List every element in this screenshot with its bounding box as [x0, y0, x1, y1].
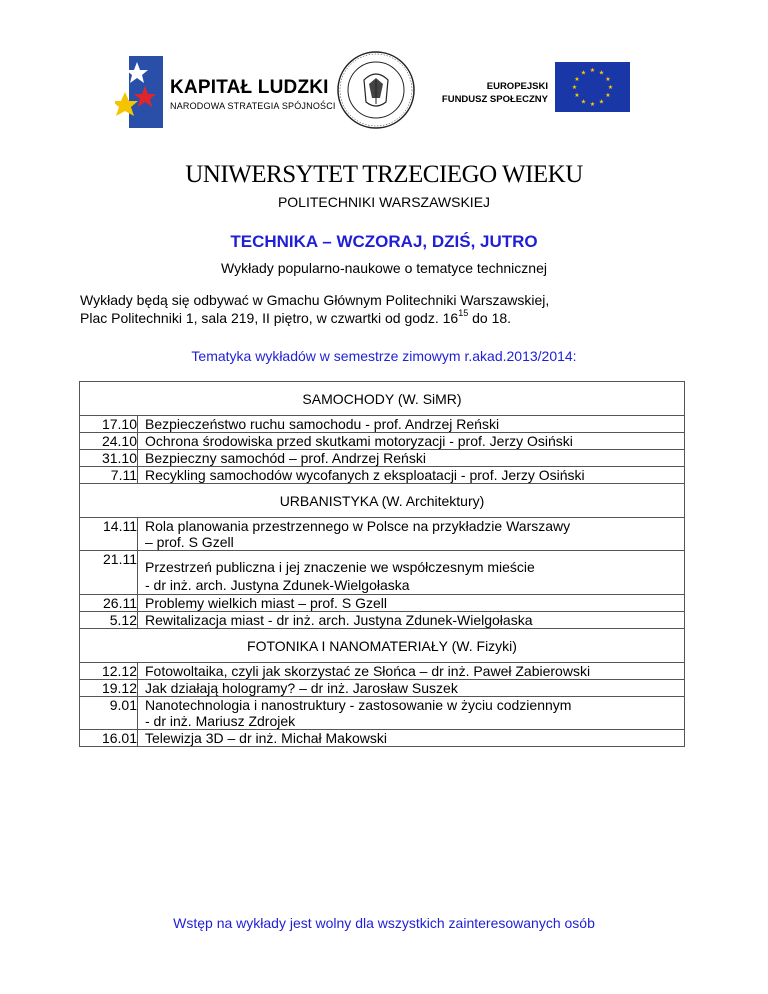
lecture-topic: Fotowoltaika, czyli jak skorzystać ze Słońca – dr inż. Paweł Zabierowski [138, 663, 685, 680]
logo-band [0, 56, 768, 136]
svg-text:★: ★ [574, 76, 580, 83]
lecture-topic: Bezpieczny samochód – prof. Andrzej Reński [138, 450, 685, 467]
svg-text:★: ★ [574, 92, 580, 99]
politechnika-name: POLITECHNIKI WARSZAWSKIEJ [277, 194, 491, 210]
efs-text [424, 80, 548, 106]
efs-line1: EUROPEJSKI [486, 81, 548, 92]
lecture-row [80, 433, 685, 450]
university-name: UNIWERSYTET TRZECIEGO WIEKU [185, 161, 583, 188]
lecture-row [80, 518, 685, 551]
schedule-body [80, 382, 685, 747]
lecture-row [80, 450, 685, 467]
lecture-date: 12.12 [80, 663, 138, 680]
lecture-date: 31.10 [80, 450, 138, 467]
lecture-date: 5.12 [80, 612, 138, 629]
lecture-topic-line2: – prof. S Gzell [145, 534, 234, 550]
lecture-date: 7.11 [80, 467, 138, 484]
lecture-date: 9.01 [80, 697, 138, 730]
eu-flag-icon [555, 62, 630, 112]
politechnika-seal-icon [336, 50, 416, 130]
lecture-topic-line2: - dr inż. Mariusz Zdrojek [145, 713, 296, 729]
topics-heading: Tematyka wykładów w semestrze zimowym r.akad.2013/2014: [191, 348, 577, 364]
svg-text:★: ★ [589, 67, 596, 74]
lecture-topic: Problemy wielkich miast – prof. S Gzell [138, 595, 685, 612]
lecture-date: 17.10 [80, 416, 138, 433]
section-row [80, 629, 685, 663]
venue-info [80, 291, 700, 327]
section-title: URBANISTYKA (W. Architektury) [80, 484, 685, 518]
lecture-topic: Bezpieczeństwo ruchu samochodu - prof. Andrzej Reński [138, 416, 685, 433]
lecture-row [80, 680, 685, 697]
lecture-topic: Jak działają hologramy? – dr inż. Jarosław Suszek [138, 680, 685, 697]
svg-text:★: ★ [571, 84, 578, 91]
lecture-topic: Rewitalizacja miast - dr inż. arch. Justyna Zdunek-Wielgołaska [138, 612, 685, 629]
svg-text:★: ★ [589, 101, 596, 108]
lecture-topic-line1: Nanotechnologia i nanostruktury - zastosowanie w życiu codziennym [145, 697, 572, 713]
lecture-topic [138, 697, 685, 730]
series-subtitle: Wykłady popularno-naukowe o tematyce technicznej [221, 260, 547, 276]
lecture-date: 16.01 [80, 730, 138, 747]
lecture-topic: Ochrona środowiska przed skutkami motoryzacji - prof. Jerzy Osiński [138, 433, 685, 450]
time-minutes-sup: 15 [458, 308, 469, 318]
section-title: SAMOCHODY (W. SiMR) [80, 382, 685, 416]
svg-text:★: ★ [580, 69, 587, 77]
lecture-row [80, 663, 685, 680]
svg-text:★: ★ [580, 98, 587, 106]
kapital-ludzki-logo-icon [115, 56, 163, 128]
free-entry-note: Wstęp na wykłady jest wolny dla wszystkich zainteresowanych osób [173, 915, 595, 931]
lecture-row [80, 416, 685, 433]
lecture-topic: Telewizja 3D – dr inż. Michał Makowski [138, 730, 685, 747]
lecture-date: 26.11 [80, 595, 138, 612]
section-title: FOTONIKA I NANOMATERIAŁY (W. Fizyki) [80, 629, 685, 663]
kapital-ludzki-text [170, 78, 336, 112]
lecture-topic-line1: Rola planowania przestrzennego w Polsce na przykładzie Warszawy [145, 518, 571, 534]
lecture-schedule-table [79, 381, 685, 747]
svg-text:★: ★ [605, 76, 611, 83]
lecture-row [80, 612, 685, 629]
lecture-topic: Recykling samochodów wycofanych z eksploatacji - prof. Jerzy Osiński [138, 467, 685, 484]
svg-text:★: ★ [598, 69, 605, 77]
venue-line2-end: do 18. [468, 310, 512, 326]
lecture-topic-line2: - dr inż. arch. Justyna Zdunek-Wielgołaska [145, 577, 410, 593]
lecture-date: 19.12 [80, 680, 138, 697]
svg-text:★: ★ [598, 98, 605, 106]
lecture-date: 21.11 [80, 551, 138, 595]
series-title: TECHNIKA – WCZORAJ, DZIŚ, JUTRO [230, 232, 538, 251]
venue-line1: Wykłady będą się odbywać w Gmachu Głównym Politechniki Warszawskiej, [80, 292, 550, 308]
lecture-row [80, 730, 685, 747]
lecture-topic [138, 518, 685, 551]
lecture-date: 24.10 [80, 433, 138, 450]
venue-line2-text: Plac Politechniki 1, sala 219, II piętro, w czwartki od godz. 16 [80, 310, 459, 326]
lecture-row [80, 697, 685, 730]
efs-line2: FUNDUSZ SPOŁECZNY [441, 94, 548, 105]
svg-text:★: ★ [605, 92, 611, 99]
svg-text:★: ★ [607, 84, 614, 91]
kapital-ludzki-subtitle: NARODOWA STRATEGIA SPÓJNOŚCI [170, 101, 336, 111]
venue-line2 [80, 309, 700, 327]
kapital-ludzki-title: KAPITAŁ LUDZKI [170, 77, 329, 98]
lecture-topic [138, 551, 685, 595]
lecture-row [80, 551, 685, 595]
section-row [80, 382, 685, 416]
lecture-topic-line1: Przestrzeń publiczna i jej znaczenie we współczesnym mieście [145, 559, 535, 575]
lecture-row [80, 595, 685, 612]
lecture-row [80, 467, 685, 484]
lecture-date: 14.11 [80, 518, 138, 551]
section-row [80, 484, 685, 518]
